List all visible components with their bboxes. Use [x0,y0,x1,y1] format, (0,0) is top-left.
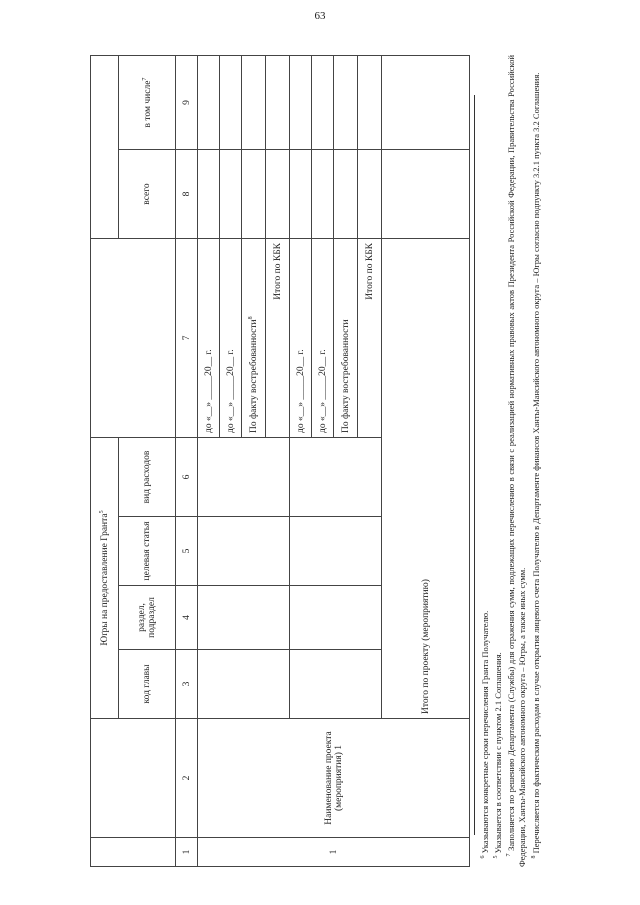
col-num-8: 8 [176,150,198,239]
cell-incl-7 [334,56,358,150]
footnotes [478,55,588,867]
footnote-8: $^8$ Перечисляется по фактическим расходам в случае открытия лицевого счета Получателю в Департаменте финансов Ханты-Мансийского автономного округа – Югры согласно подпункту 3.2.1 пункта 3.2 Соглашения. [530,72,541,859]
cell-total-7 [334,150,358,239]
cell-code-b [290,650,382,719]
footnote-7: $^7$ Заполняется по решению Департамента (Службы) для отражения сумм, подлежащих перечислению в связи с реализацией нормативных правовых актов Президента Российской Федерации, Правительства Российской Федерации, Ханты-Мансийского автономного округа – Югры, а также иных сумм. [506,54,528,867]
page-number: 63 [314,10,326,22]
cell-total-6 [312,150,334,239]
cell-target-b [290,517,382,586]
cell-total-1 [198,150,220,239]
col-num-4: 4 [176,586,198,650]
cell-total-2 [220,150,242,239]
cell-incl-8 [358,56,382,150]
date-row-4: до «__» _____20__ г. [312,239,334,438]
cell-total-8 [358,150,382,239]
header-chapter-code: код главы [119,650,176,719]
kbk-total-1: Итого по КБК [266,239,290,438]
cell-section-a [198,586,290,650]
col-num-1: 1 [176,838,198,867]
cell-code-a [198,650,290,719]
cell-incl-6 [312,56,334,150]
cell-section-b [290,586,382,650]
fact-row-2: По факту востребованности [334,239,358,438]
col-num-3: 3 [176,650,198,719]
cell-incl-1 [198,56,220,150]
kbk-total-2: Итого по КБК [358,239,382,438]
col-num-7: 7 [176,239,198,438]
cell-exp-b [290,438,382,517]
column-numbers-row [176,56,198,867]
footnote-separator [474,95,475,835]
cell-incl-2 [220,56,242,150]
project-total: Итого по проекту (мероприятию) [382,239,470,719]
cell-incl-4 [266,56,290,150]
header-blank-1 [91,838,176,867]
fact-row-1: По факту востребованности$^8$ [242,239,266,438]
cell-total-4 [266,150,290,239]
footnote-6: $^6$ Указываются конкретные сроки перечисления Гранта Получателю. [479,610,490,859]
cell-incl-5 [290,56,312,150]
header-section: раздел, подраздел [119,586,176,650]
col-num-2: 2 [176,719,198,838]
cell-total-9 [382,150,470,239]
header-target-article: целевая статья [119,517,176,586]
col-num-9: 9 [176,56,198,150]
header-total: всего [119,150,176,239]
cell-total-3 [242,150,266,239]
header-blank-89 [91,56,119,239]
col-num-5: 5 [176,517,198,586]
col-num-6: 6 [176,438,198,517]
cell-exp-a [198,438,290,517]
header-blank-7 [91,239,176,438]
row-number: 1 [198,838,470,867]
date-row-1: до «__» _____20__ г. [198,239,220,438]
cell-incl-9 [382,56,470,150]
date-row-3: до «__» _____20__ г. [290,239,312,438]
header-expense-type: вид расходов [119,438,176,517]
header-blank-2 [91,719,176,838]
cell-total-5 [290,150,312,239]
project-name: Наименование проекта (мероприятия) 1 [198,719,470,838]
cell-target-a [198,517,290,586]
grant-table-rotated [90,55,470,867]
header-including: в том числе$^7$ [119,56,176,150]
grant-transfer-table [90,55,470,867]
cell-incl-3 [242,56,266,150]
date-row-2: до «__» _____20__ г. [220,239,242,438]
header-grant-codes: Юґры на предоставление Гранта$^5$ [91,438,119,719]
footnote-5: $^5$ Указывается в соответствии с пунктом 2.1 Соглашения. [492,652,503,859]
